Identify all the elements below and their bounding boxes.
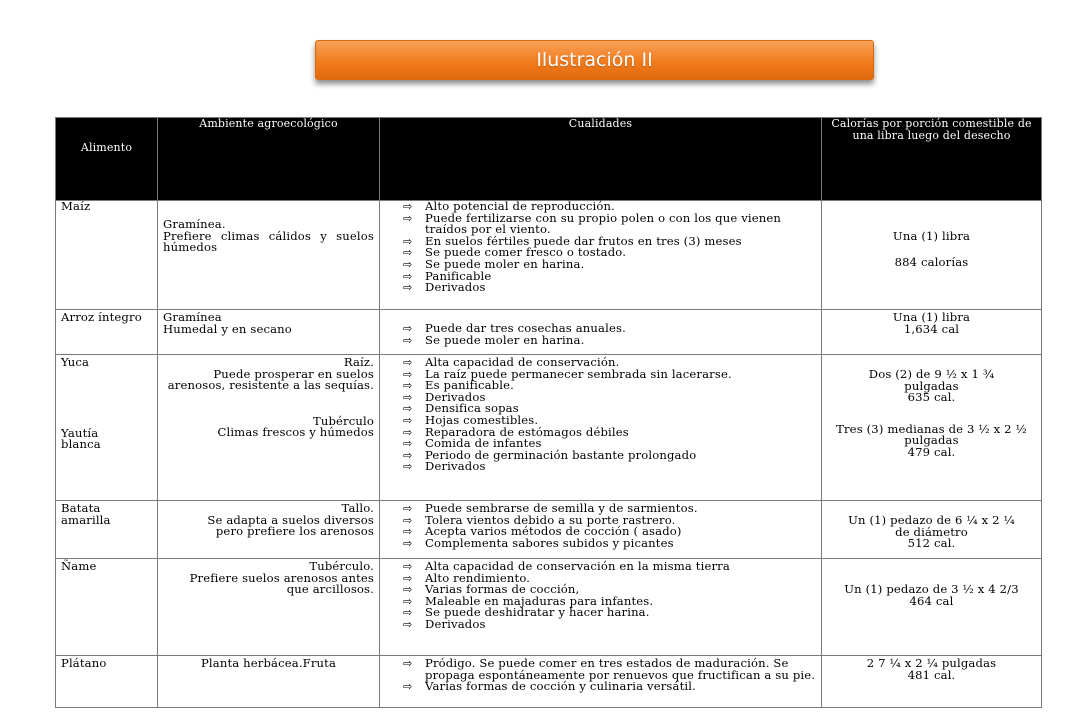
quality-text: Derivados [425, 616, 486, 631]
calories-portion: Una (1) libra [892, 310, 971, 324]
quality-text: Complementa sabores subidos y picantes [425, 535, 674, 550]
page-title: Ilustración II [536, 49, 653, 71]
qualities-list [385, 658, 816, 693]
arrow-right-icon: ⇨ [403, 502, 413, 515]
food-environment: Raíz. Puede prosperar en suelos arenosos, resistente a las sequías. [167, 355, 374, 393]
quality-item [385, 461, 816, 473]
arrow-right-icon: ⇨ [403, 460, 413, 474]
food-name: Maíz [56, 201, 158, 310]
calories-value: 1,634 cal [903, 321, 960, 336]
food-qualities [380, 201, 822, 310]
quality-text: Se puede moler en harina. [425, 332, 585, 347]
food-qualities [380, 501, 822, 559]
header-environment: Ambiente agroecológico [158, 118, 380, 201]
header-qualities: Cualidades [380, 118, 822, 201]
food-name: Arroz íntegro [56, 310, 158, 355]
arrow-right-icon: ⇨ [403, 402, 413, 416]
arrow-right-icon: ⇨ [403, 200, 413, 213]
foods-table [55, 117, 1042, 708]
arrow-right-icon: ⇨ [403, 560, 413, 573]
arrow-right-icon: ⇨ [403, 281, 413, 295]
calories-portion: Dos (2) de 9 ½ x 1 ¾ pulgadas 635 cal. [868, 367, 995, 405]
quality-text: Hojas comestibles. [425, 412, 539, 427]
arrow-right-icon: ⇨ [403, 617, 413, 631]
quality-text: Comida de infantes [425, 436, 542, 451]
arrow-right-icon: ⇨ [403, 594, 413, 608]
food-name: Ñame [56, 559, 158, 656]
arrow-right-icon: ⇨ [403, 680, 413, 694]
table-row [56, 501, 1042, 559]
food-name: Batata amarilla [56, 501, 158, 559]
quality-text: Se puede moler en harina. [425, 256, 585, 271]
arrow-right-icon: ⇨ [403, 513, 413, 527]
quality-text: Se puede deshidratar y hacer harina. [425, 605, 650, 620]
quality-text: Periodo de germinación bastante prolongado [425, 447, 697, 462]
food-calories [822, 310, 1042, 355]
quality-text: Reparadora de estómagos débiles [425, 424, 629, 439]
qualities-list [385, 561, 816, 631]
table-header-row [56, 118, 1042, 201]
food-name: Yuca [61, 355, 90, 369]
arrow-right-icon: ⇨ [403, 413, 413, 427]
table-row [56, 310, 1042, 355]
arrow-right-icon: ⇨ [403, 448, 413, 462]
quality-text: Varias formas de cocción, [425, 582, 580, 597]
quality-text: En suelos fértiles puede dar frutos en tres (3) meses [425, 233, 742, 248]
arrow-right-icon: ⇨ [403, 379, 413, 393]
food-environment: Gramínea Humedal y en secano [158, 310, 380, 355]
quality-item [385, 616, 816, 631]
quality-item [385, 681, 816, 693]
qualities-list [385, 357, 816, 473]
quality-item [385, 332, 816, 347]
table-row [56, 656, 1042, 708]
food-calories [822, 201, 1042, 310]
quality-text: Maleable en majaduras para infantes. [425, 593, 654, 608]
quality-text: Alta capacidad de conservación en la misma tierra [425, 559, 730, 573]
table-row [56, 559, 1042, 656]
quality-text: Varias formas de cocción y culinaria versátil. [425, 679, 696, 694]
quality-text: Alta capacidad de conservación. [425, 355, 620, 369]
quality-text: Tolera vientos debido a su porte rastrero. [425, 512, 676, 527]
header-calories: Calorías por porción comestible de una libra luego del desecho [822, 118, 1042, 201]
quality-text: Alto rendimiento. [425, 570, 531, 585]
food-qualities [380, 559, 822, 656]
food-calories [822, 355, 1042, 501]
arrow-right-icon: ⇨ [403, 246, 413, 260]
calories-portion: Una (1) libra [892, 229, 971, 243]
food-environment-secondary: Tubérculo Climas frescos y húmedos [217, 413, 374, 440]
arrow-right-icon: ⇨ [403, 525, 413, 539]
food-calories: Un (1) pedazo de 6 ¼ x 2 ¼ de diámetro 512 cal. [822, 501, 1042, 559]
food-qualities [380, 656, 822, 708]
qualities-list [385, 201, 816, 294]
quality-text: Puede fertilizarse con su propio polen o con los que vienen traídos por el viento. [425, 210, 782, 237]
arrow-right-icon: ⇨ [403, 269, 413, 283]
arrow-right-icon: ⇨ [403, 425, 413, 439]
title-banner [315, 40, 874, 80]
quality-text: Pródigo. Se puede comer en tres estados de maduración. Se propaga espontáneamente por renuevos que fructifican a su pie. [425, 656, 816, 682]
food-environment: Tubérculo. Prefiere suelos arenosos antes que arcillosos. [158, 559, 380, 656]
qualities-list [385, 503, 816, 549]
arrow-right-icon: ⇨ [403, 367, 413, 381]
arrow-right-icon: ⇨ [403, 657, 413, 670]
food-name: Plátano [56, 656, 158, 708]
food-environment-cell [158, 355, 380, 501]
arrow-right-icon: ⇨ [403, 257, 413, 271]
arrow-right-icon: ⇨ [403, 390, 413, 404]
food-qualities [380, 355, 822, 501]
quality-text: Panificable [425, 268, 492, 283]
quality-item [385, 282, 816, 294]
food-environment: Gramínea. Prefiere climas cálidos y suelos húmedos [158, 201, 380, 310]
table-row [56, 201, 1042, 310]
arrow-right-icon: ⇨ [403, 211, 413, 225]
calories-value: Tres (3) medianas de 3 ½ x 2 ½ pulgadas 479 cal. [836, 421, 1027, 459]
quality-item [385, 535, 816, 550]
food-name-cell [56, 355, 158, 501]
food-environment: Tallo. Se adapta a suelos diversos pero prefiere los arenosos [158, 501, 380, 559]
arrow-right-icon: ⇨ [403, 234, 413, 248]
calories-value: 884 calorías [894, 254, 969, 269]
quality-text: Acepta varios métodos de cocción ( asado) [425, 524, 682, 539]
quality-text: Derivados [425, 459, 486, 474]
arrow-right-icon: ⇨ [403, 571, 413, 585]
arrow-right-icon: ⇨ [403, 322, 413, 335]
qualities-list [385, 323, 816, 346]
quality-text: Alto potencial de reproducción. [425, 199, 615, 213]
header-food: Alimento [56, 118, 158, 201]
food-calories: 2 7 ¼ x 2 ¼ pulgadas 481 cal. [822, 656, 1042, 708]
food-calories: Un (1) pedazo de 3 ½ x 4 2/3 464 cal [822, 559, 1042, 656]
quality-text: Se puede comer fresco o tostado. [425, 245, 627, 260]
food-environment: Planta herbácea.Fruta [158, 656, 380, 708]
arrow-right-icon: ⇨ [403, 437, 413, 451]
quality-text: Puede sembrarse de semilla y de sarmientos. [425, 501, 698, 515]
arrow-right-icon: ⇨ [403, 606, 413, 620]
quality-text: Densifica sopas [425, 401, 519, 416]
arrow-right-icon: ⇨ [403, 536, 413, 550]
table-row [56, 355, 1042, 501]
quality-text: Es panificable. [425, 378, 514, 393]
quality-text: Derivados [425, 389, 486, 404]
quality-item [385, 658, 816, 681]
quality-item [385, 210, 816, 237]
food-name-secondary: Yautía blanca [61, 425, 101, 452]
quality-text: Derivados [425, 280, 486, 295]
arrow-right-icon: ⇨ [403, 333, 413, 347]
quality-text: La raíz puede permanecer sembrada sin lacerarse. [425, 366, 732, 381]
arrow-right-icon: ⇨ [403, 583, 413, 597]
food-qualities [380, 310, 822, 355]
arrow-right-icon: ⇨ [403, 356, 413, 369]
quality-text: Puede dar tres cosechas anuales. [425, 321, 626, 335]
